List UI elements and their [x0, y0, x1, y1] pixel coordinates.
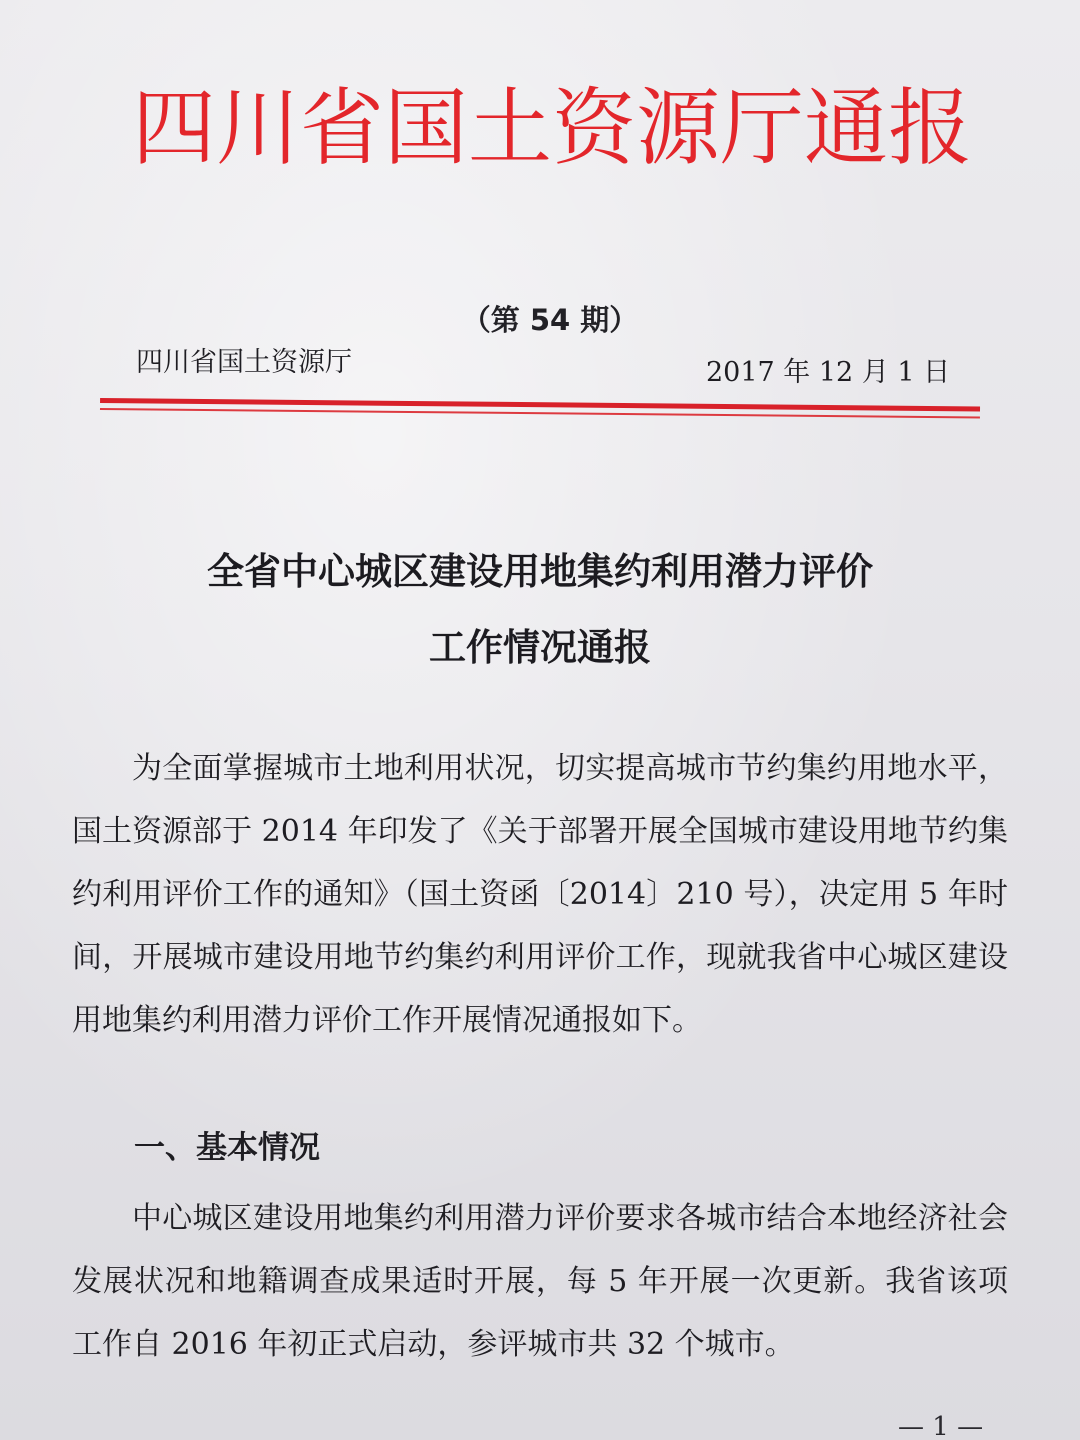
masthead-title: 四川省国土资源厅通报 — [132, 79, 973, 177]
page-number: — 1 — — [898, 1412, 984, 1440]
body-paragraph-intro: 为全面掌握城市土地利用状况，切实提高城市节约集约用地水平，国土资源部于 2014 年印发了《关于部署开展全国城市建设用地节约集约利用评价工作的通知》（国土资函〔2014〕210 号），决定用 5 年时间，开展城市建设用地节约集约利用评价工作，现就我省中心城区建设用地集约利用潜力评价工作开展情况通报如下。 — [72, 751, 1008, 1038]
issuing-authority: 四川省国土资源厅 — [136, 347, 352, 378]
document-title-line-1: 全省中心城区建设用地集约利用潜力评价 — [207, 550, 873, 593]
body-paragraph-basic-situation: 中心城区建设用地集约利用潜力评价要求各城市结合本地经济社会发展状况和地籍调查成果适时开展，每 5 年开展一次更新。我省该项工作自 2016 年初正式启动，参评城市共 32 个城市。 — [72, 1201, 1008, 1362]
document-title — [100, 534, 980, 686]
issue-number: （第 54 期） — [461, 303, 639, 337]
document-title-line-2: 工作情况通报 — [429, 626, 651, 669]
section-heading-basic-situation: 一、基本情况 — [134, 1130, 320, 1166]
red-header-rule — [100, 396, 980, 426]
issue-date: 2017 年 12 月 1 日 — [706, 357, 951, 388]
